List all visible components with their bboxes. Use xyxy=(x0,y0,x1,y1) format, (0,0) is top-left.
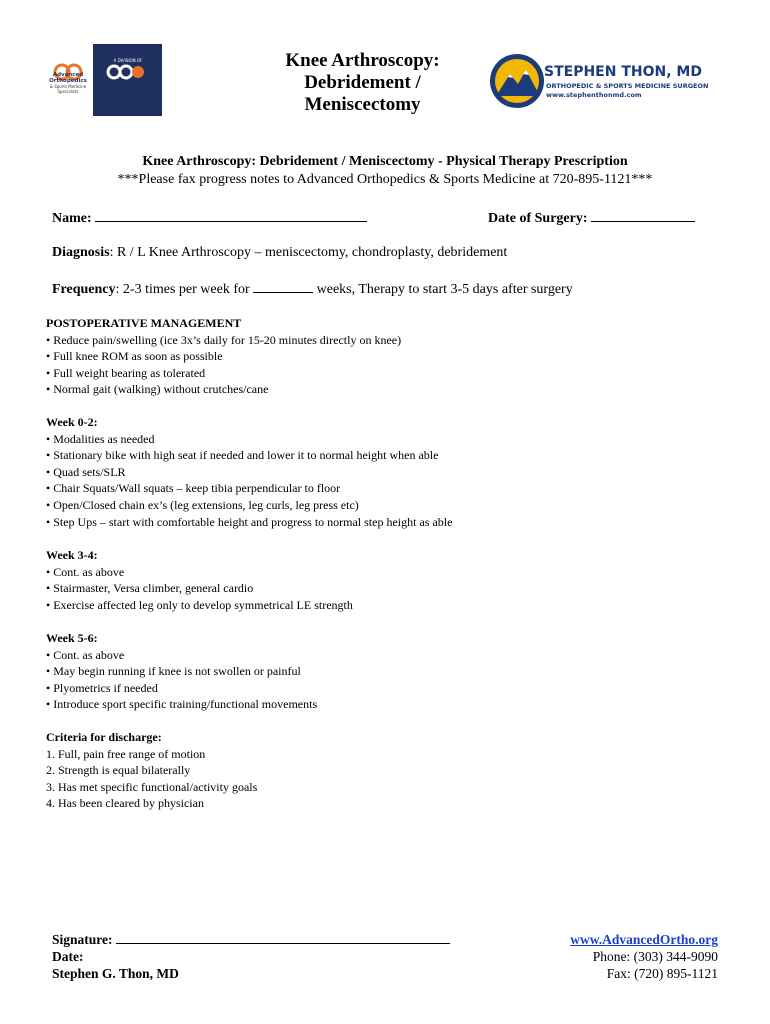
section-week-3-4 xyxy=(46,547,353,613)
ao-logo-text: Advanced Orthopedics & Sports Medicine Specialists xyxy=(49,72,87,94)
title-line-3: Meniscectomy xyxy=(304,94,421,115)
list-item: • Full weight bearing as tolerated xyxy=(46,365,206,380)
surgery-date-blank[interactable] xyxy=(591,210,695,222)
section-heading: Criteria for discharge: xyxy=(46,730,162,744)
name-field[interactable] xyxy=(52,210,367,227)
surgeon-subtitle: ORTHOPEDIC & SPORTS MEDICINE SURGEON xyxy=(546,82,709,90)
list-item: • Chair Squats/Wall squats – keep tibia perpendicular to floor xyxy=(46,481,341,496)
frequency-before: : 2-3 times per week for xyxy=(115,282,250,297)
fax-number: Fax: (720) 895-1121 xyxy=(606,966,718,981)
section-heading: Week 5-6: xyxy=(46,631,98,645)
list-item: • May begin running if knee is not swollen or painful xyxy=(46,664,301,679)
signature-block xyxy=(52,931,450,982)
surgery-date-label: Date of Surgery: xyxy=(488,211,588,226)
title-line-1: Knee Arthroscopy: xyxy=(285,50,440,71)
list-item: • Stationary bike with high seat if needed and lower it to normal height when able xyxy=(46,448,439,463)
section-heading: POSTOPERATIVE MANAGEMENT xyxy=(46,316,242,330)
website-link[interactable]: www.AdvancedOrtho.org xyxy=(570,932,718,947)
advanced-ortho-logo xyxy=(40,44,162,116)
diagnosis-line xyxy=(52,245,507,261)
list-item: • Normal gait (walking) without crutches/cane xyxy=(46,382,269,397)
stephen-thon-logo xyxy=(488,50,738,110)
signature-blank[interactable] xyxy=(116,932,450,944)
name-label: Name: xyxy=(52,211,92,226)
section-heading: Week 3-4: xyxy=(46,548,98,562)
list-item: 1. Full, pain free range of motion xyxy=(46,746,206,761)
frequency-line xyxy=(52,281,573,298)
section-discharge-criteria xyxy=(46,729,257,812)
list-item: • Exercise affected leg only to develop symmetrical LE strength xyxy=(46,597,353,612)
date-label: Date: xyxy=(52,949,84,964)
list-item: • Cont. as above xyxy=(46,647,125,662)
frequency-label: Frequency xyxy=(52,282,116,297)
frequency-after: weeks, Therapy to start 3-5 days after surgery xyxy=(316,282,573,297)
surgeon-website: www.stephenthonmd.com xyxy=(546,91,642,99)
list-item: • Open/Closed chain ex’s (leg extensions, leg curls, leg press etc) xyxy=(46,497,359,512)
section-week-0-2 xyxy=(46,414,452,530)
list-item: 4. Has been cleared by physician xyxy=(46,796,204,811)
name-blank[interactable] xyxy=(95,210,367,222)
list-item: 2. Strength is equal bilaterally xyxy=(46,763,191,778)
title-line-2: Debridement / xyxy=(304,72,421,93)
mountain-logo-icon xyxy=(488,52,546,110)
document-title xyxy=(250,50,475,116)
oco-logo-icon xyxy=(106,64,146,80)
list-item: • Introduce sport specific training/functional movements xyxy=(46,697,318,712)
prescription-title: Knee Arthroscopy: Debridement / Meniscectomy - Physical Therapy Prescription xyxy=(142,154,628,169)
list-item: • Modalities as needed xyxy=(46,431,155,446)
list-item: • Plyometrics if needed xyxy=(46,680,158,695)
fax-note: ***Please fax progress notes to Advanced Orthopedics & Sports Medicine at 720-895-1121*** xyxy=(117,172,653,187)
list-item: • Step Ups – start with comfortable height and progress to normal step height as able xyxy=(46,514,453,529)
surgery-date-field[interactable] xyxy=(488,210,695,227)
diagnosis-value: : R / L Knee Arthroscopy – meniscectomy, chondroplasty, debridement xyxy=(109,245,508,260)
physician-name: Stephen G. Thon, MD xyxy=(52,966,179,981)
division-box xyxy=(93,44,162,116)
signature-label: Signature: xyxy=(52,932,113,947)
list-item: • Stairmaster, Versa climber, general cardio xyxy=(46,581,254,596)
list-item: • Quad sets/SLR xyxy=(46,464,126,479)
surgeon-name: STEPHEN THON, MD xyxy=(544,64,702,80)
phone-number: Phone: (303) 344-9090 xyxy=(592,949,718,964)
division-label: A DIVISION OF xyxy=(113,58,143,63)
list-item: • Reduce pain/swelling (ice 3x’s daily for 15-20 minutes directly on knee) xyxy=(46,332,402,347)
contact-block xyxy=(570,931,718,982)
section-postop xyxy=(46,315,401,398)
section-heading: Week 0-2: xyxy=(46,415,98,429)
list-item: • Full knee ROM as soon as possible xyxy=(46,349,223,364)
list-item: 3. Has met specific functional/activity goals xyxy=(46,779,258,794)
list-item: • Cont. as above xyxy=(46,564,125,579)
frequency-weeks-blank[interactable] xyxy=(253,281,313,293)
section-week-5-6 xyxy=(46,630,317,713)
diagnosis-label: Diagnosis xyxy=(52,245,110,260)
